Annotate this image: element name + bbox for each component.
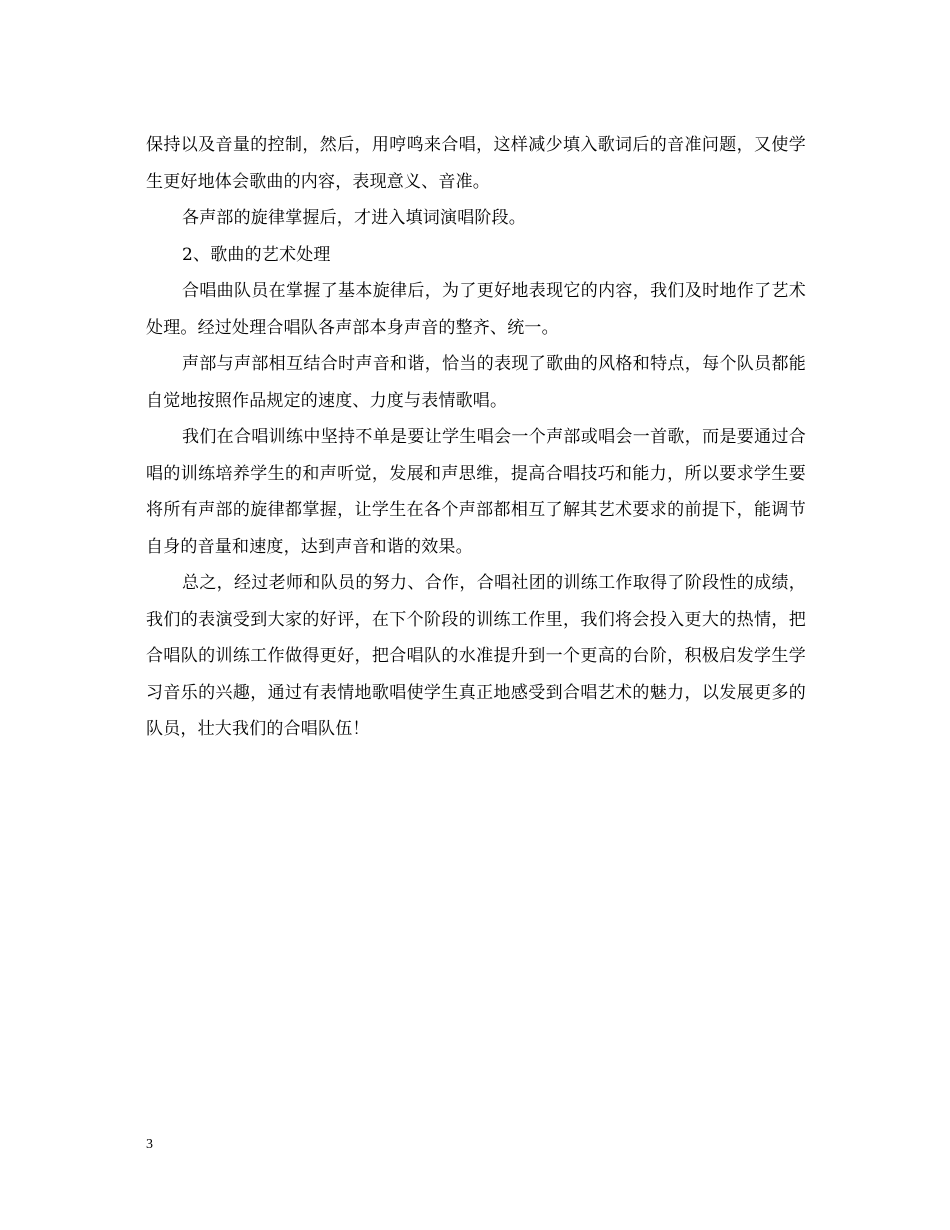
paragraph: 总之，经过老师和队员的努力、合作，合唱社团的训练工作取得了阶段性的成绩，我们的表演受到大家的好评，在下个阶段的训练工作里，我们将会投入更大的热情，把合唱队的训练工作做得更好，把合唱队的水准提升到一个更高的台阶，积极启发学生学习音乐的兴趣，通过有表情地歌唱使学生真正地感受到合唱艺术的魅力，以发展更多的队员，壮大我们的合唱队伍！ xyxy=(146,573,806,739)
paragraph: 各声部的旋律掌握后，才进入填词演唱阶段。 xyxy=(182,208,526,228)
paragraph: 声部与声部相互结合时声音和谐，恰当的表现了歌曲的风格和特点，每个队员都能自觉地按照作品规定的速度、力度与表情歌唱。 xyxy=(146,354,806,411)
section-heading: 2、歌曲的艺术处理 xyxy=(182,244,331,265)
paragraph: 我们在合唱训练中坚持不单是要让学生唱会一个声部或唱会一首歌，而是要通过合唱的训练培养学生的和声听觉，发展和声思维，提高合唱技巧和能力，所以要求学生要将所有声部的旋律都掌握，让学生在各个声部都相互了解其艺术要求的前提下，能调节自身的音量和速度，达到声音和谐的效果。 xyxy=(146,427,806,557)
paragraph-continuation: 保持以及音量的控制，然后，用哼鸣来合唱，这样减少填入歌词后的音准问题，又使学生更好地体会歌曲的内容，表现意义、音准。 xyxy=(146,135,806,192)
document-body xyxy=(146,127,806,748)
paragraph: 合唱曲队员在掌握了基本旋律后，为了更好地表现它的内容，我们及时地作了艺术处理。经过处理合唱队各声部本身声音的整齐、统一。 xyxy=(146,281,806,338)
page-number: 3 xyxy=(146,1137,153,1152)
